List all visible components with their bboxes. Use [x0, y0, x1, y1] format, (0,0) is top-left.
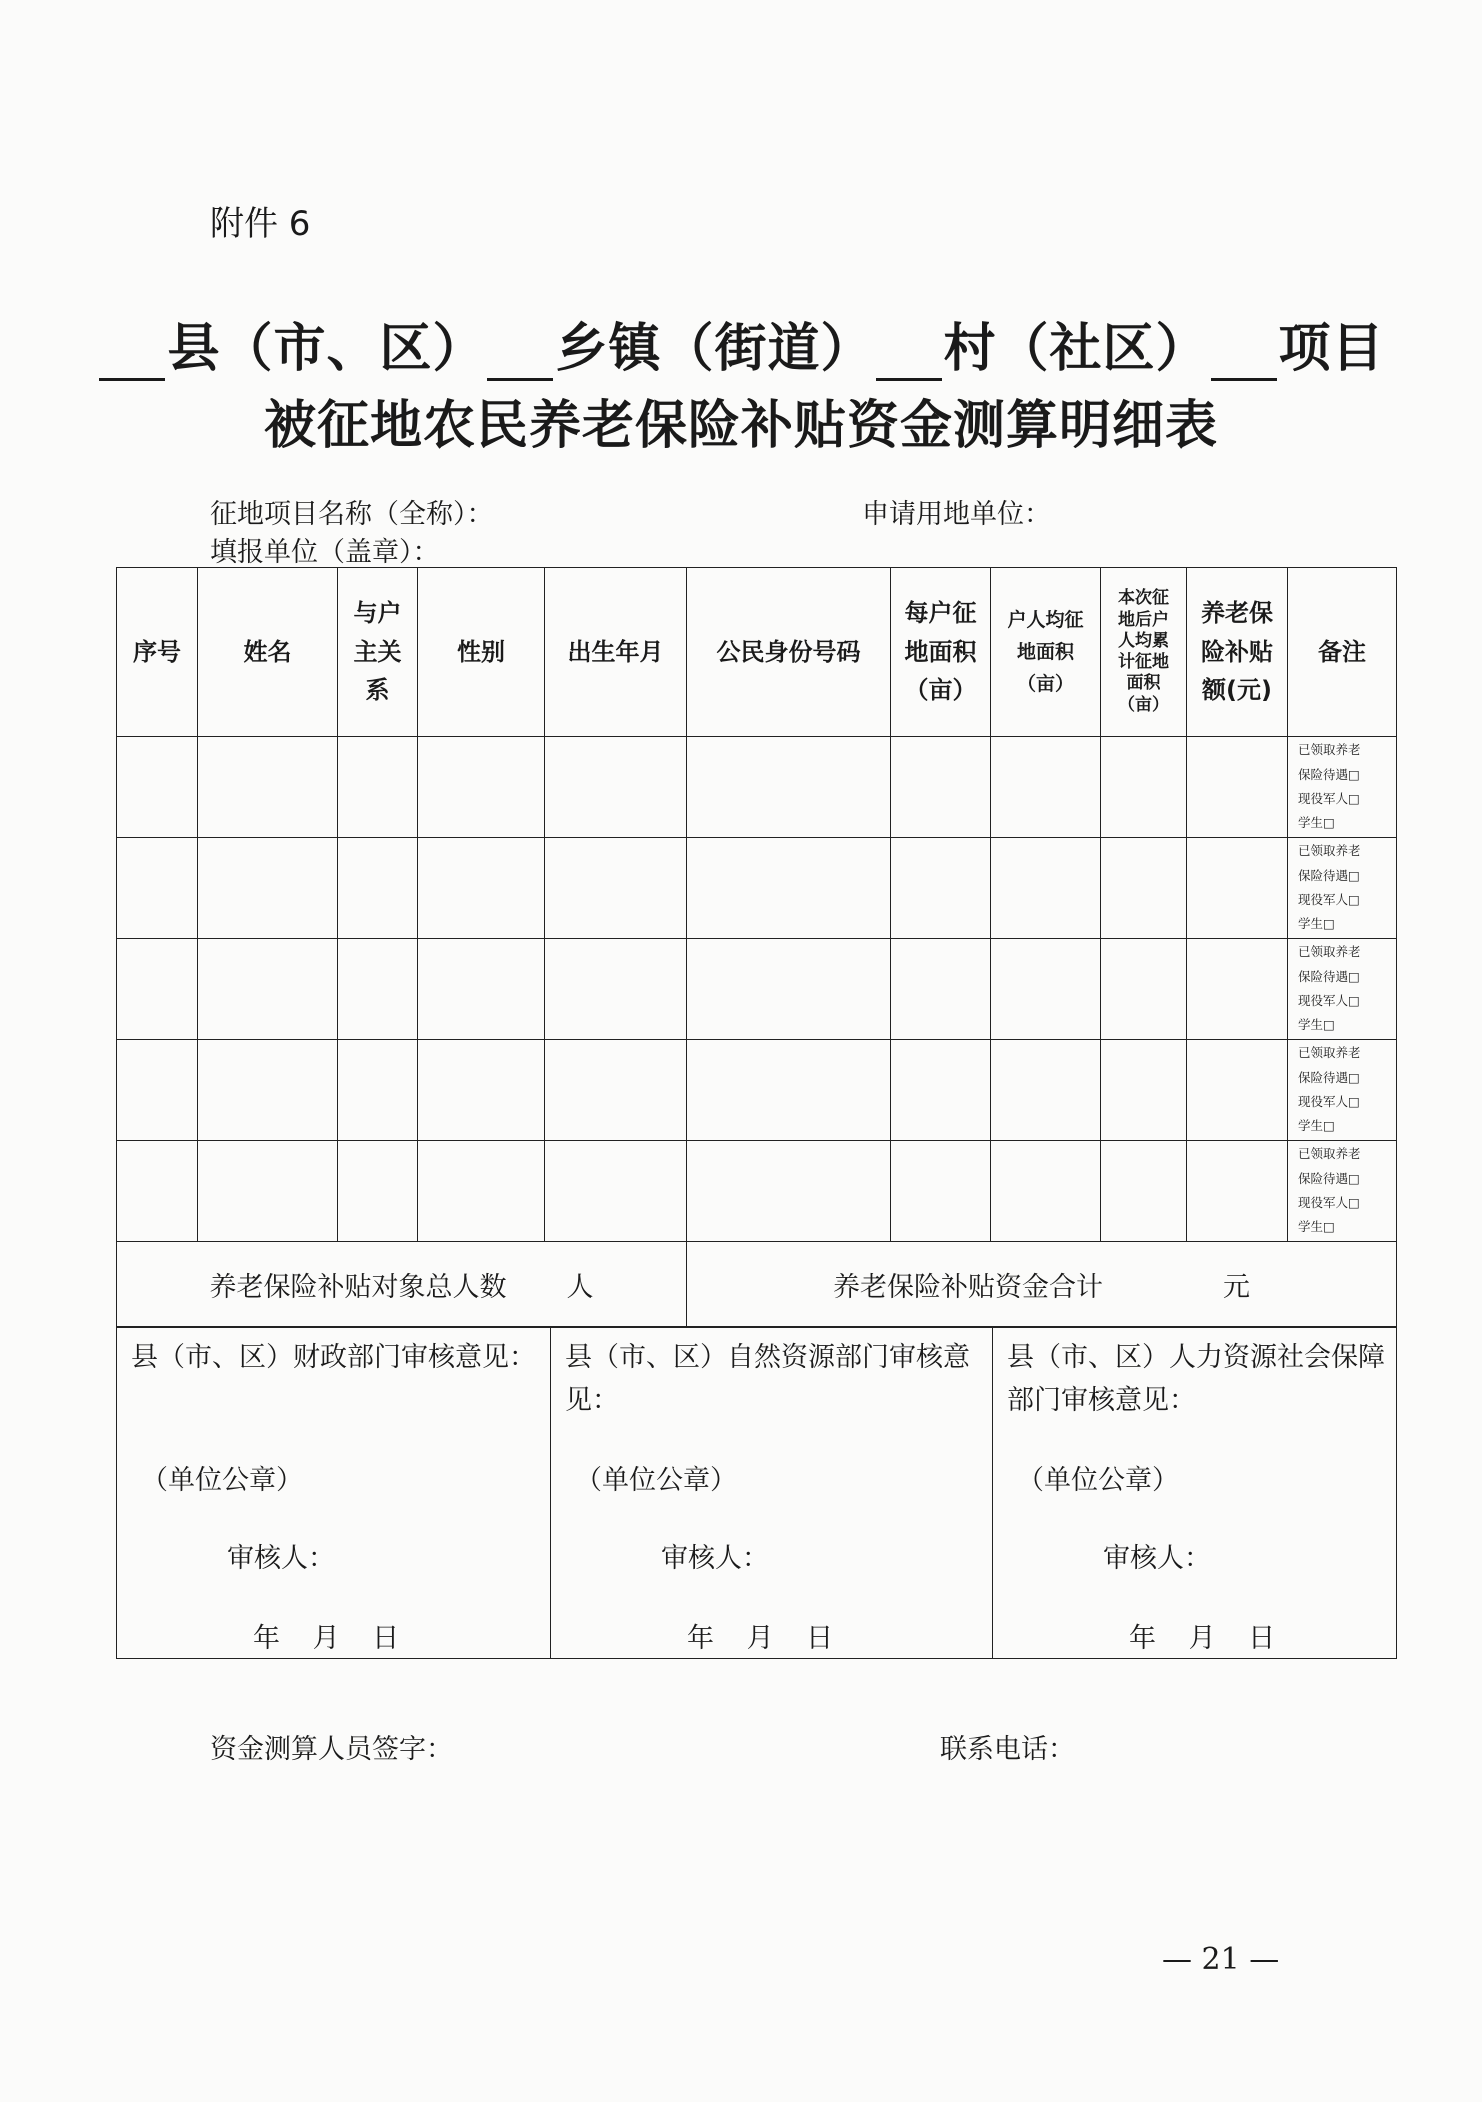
summary-row	[117, 1242, 1397, 1327]
funds-total-label: 养老保险补贴资金合计	[833, 1271, 1103, 1303]
header-cell	[891, 568, 991, 737]
header-line: 面积	[1126, 673, 1161, 694]
approval-date: 年 月 日	[253, 1623, 400, 1654]
table-cell[interactable]	[418, 737, 545, 838]
table-cell[interactable]	[545, 1040, 687, 1141]
county-blank	[99, 334, 165, 381]
table-cell[interactable]	[891, 838, 991, 939]
table-cell[interactable]	[1101, 1141, 1187, 1242]
table-cell[interactable]	[545, 1141, 687, 1242]
table-row	[117, 1141, 1397, 1242]
approval-title: 县（市、区）财政部门审核意见：	[131, 1342, 536, 1373]
header-line: 户人均征	[1007, 608, 1084, 631]
town-blank	[487, 334, 553, 381]
header-line: 序号	[133, 637, 181, 666]
table-row	[117, 1040, 1397, 1141]
remark-option: 现役军人□	[1298, 892, 1360, 907]
table-cell[interactable]	[891, 1141, 991, 1242]
funds-total-cell[interactable]	[687, 1242, 1397, 1327]
finance-approval-cell[interactable]	[117, 1328, 551, 1659]
table-cell[interactable]	[687, 1141, 891, 1242]
approval-date: 年 月 日	[1129, 1623, 1276, 1654]
header-cell	[687, 568, 891, 737]
table-cell[interactable]	[117, 737, 198, 838]
header-cell	[198, 568, 338, 737]
approval-seal: （单位公章）	[575, 1465, 737, 1496]
remark-cell[interactable]	[1288, 1141, 1397, 1242]
applicant-unit-label: 申请用地单位：	[862, 499, 1051, 530]
header-line: 计征地	[1118, 652, 1169, 672]
project-label: 项目	[1278, 319, 1385, 379]
remark-option: 保险待遇□	[1298, 1069, 1360, 1085]
table-cell[interactable]	[117, 1141, 198, 1242]
project-name-label: 征地项目名称（全称）：	[210, 499, 494, 530]
table-cell[interactable]	[338, 1040, 418, 1141]
village-label: 村（社区）	[943, 319, 1209, 379]
approval-date: 年 月 日	[687, 1623, 834, 1654]
remark-option: 已领取养老	[1298, 1146, 1361, 1162]
header-cell	[338, 568, 418, 737]
table-cell[interactable]	[338, 737, 418, 838]
header-line: 公民身份号码	[716, 637, 861, 666]
remark-cell[interactable]	[1288, 737, 1397, 838]
resources-approval-cell[interactable]	[551, 1328, 993, 1659]
header-line: 地后户	[1118, 609, 1169, 630]
table-cell[interactable]	[1101, 939, 1187, 1040]
table-cell[interactable]	[545, 939, 687, 1040]
header-line: 与户	[353, 599, 402, 628]
approval-title: 县（市、区）人力资源社会保障部门审核意见：	[1007, 1342, 1385, 1417]
header-cell	[1187, 568, 1288, 737]
table-cell[interactable]	[418, 1141, 545, 1242]
table-cell[interactable]	[891, 1040, 991, 1141]
table-cell[interactable]	[991, 737, 1101, 838]
table-cell[interactable]	[198, 838, 338, 939]
remark-option: 保险待遇□	[1298, 1170, 1360, 1186]
signature-label: 资金测算人员签字：	[210, 1734, 453, 1765]
remark-option: 学生□	[1298, 1017, 1335, 1033]
header-line: 出生年月	[567, 637, 664, 666]
remark-option: 已领取养老	[1298, 1045, 1361, 1061]
remark-cell[interactable]	[1288, 1040, 1397, 1141]
remark-option: 学生□	[1298, 1219, 1335, 1235]
people-total-cell[interactable]	[117, 1242, 687, 1327]
table-cell[interactable]	[687, 737, 891, 838]
header-cell	[418, 568, 545, 737]
table-cell[interactable]	[1187, 939, 1288, 1040]
header-cell	[117, 568, 198, 737]
header-line: 本次征	[1118, 588, 1169, 609]
table-header-row	[117, 568, 1397, 737]
table-cell[interactable]	[1101, 838, 1187, 939]
table-cell[interactable]	[545, 737, 687, 838]
table-row	[117, 939, 1397, 1040]
page-number: — 21 —	[1162, 1942, 1280, 1977]
remark-option: 现役军人□	[1298, 791, 1360, 806]
table-cell[interactable]	[117, 939, 198, 1040]
remark-option: 保险待遇□	[1298, 968, 1360, 984]
header-line: 姓名	[243, 637, 292, 666]
header-line: 地面积	[904, 637, 977, 666]
header-line: （亩）	[1016, 673, 1074, 696]
remark-option: 已领取养老	[1298, 944, 1361, 960]
table-cell[interactable]	[418, 939, 545, 1040]
table-cell[interactable]	[891, 737, 991, 838]
approval-title: 县（市、区）自然资源部门审核意见：	[565, 1342, 970, 1417]
remark-option: 已领取养老	[1298, 843, 1361, 859]
table-cell[interactable]	[1101, 1040, 1187, 1141]
table-cell[interactable]	[338, 1141, 418, 1242]
people-unit: 人	[566, 1271, 594, 1303]
table-cell[interactable]	[687, 838, 891, 939]
approval-seal: （单位公章）	[141, 1465, 303, 1496]
table-cell[interactable]	[1101, 737, 1187, 838]
table-cell[interactable]	[338, 838, 418, 939]
town-label: 乡镇（街道）	[555, 319, 874, 379]
table-cell[interactable]	[418, 1040, 545, 1141]
header-cell	[991, 568, 1101, 737]
remark-option: 保险待遇□	[1298, 867, 1360, 883]
header-line: 人均累	[1118, 630, 1169, 651]
header-line: 养老保	[1201, 599, 1273, 628]
header-line: 系	[365, 676, 390, 705]
remark-option: 学生□	[1298, 916, 1335, 932]
table-cell[interactable]	[1187, 737, 1288, 838]
header-line: 性别	[457, 637, 505, 666]
table-cell[interactable]	[1187, 1040, 1288, 1141]
remark-option: 学生□	[1298, 1118, 1335, 1134]
header-line: 每户征	[904, 599, 977, 628]
table-cell[interactable]	[198, 939, 338, 1040]
table-cell[interactable]	[545, 838, 687, 939]
remark-option: 已领取养老	[1298, 742, 1361, 758]
table-row	[117, 737, 1397, 838]
remark-option: 学生□	[1298, 815, 1335, 831]
remark-cell[interactable]	[1288, 838, 1397, 939]
table-cell[interactable]	[991, 1040, 1101, 1141]
people-total-label: 养老保险补贴对象总人数	[209, 1271, 507, 1303]
table-cell[interactable]	[991, 838, 1101, 939]
remark-option: 现役军人□	[1298, 1094, 1360, 1109]
header-cell	[545, 568, 687, 737]
table-cell[interactable]	[991, 939, 1101, 1040]
table-cell[interactable]	[687, 1040, 891, 1141]
remark-option: 现役军人□	[1298, 1195, 1360, 1210]
attachment-label: 附件 6	[210, 204, 311, 244]
table-cell[interactable]	[1187, 838, 1288, 939]
form-title-line1	[0, 306, 1482, 381]
header-cell	[1101, 568, 1187, 737]
approval-reviewer: 审核人：	[661, 1543, 769, 1574]
table-cell[interactable]	[418, 838, 545, 939]
remark-option: 保险待遇□	[1298, 766, 1360, 782]
remark-option: 现役军人□	[1298, 993, 1360, 1008]
village-blank	[876, 334, 942, 381]
table-cell[interactable]	[891, 939, 991, 1040]
header-line: （亩）	[904, 676, 977, 705]
funds-unit: 元	[1223, 1271, 1250, 1303]
table-cell[interactable]	[198, 1040, 338, 1141]
header-line: 地面积	[1016, 640, 1074, 663]
table-row	[117, 838, 1397, 939]
table-cell[interactable]	[338, 939, 418, 1040]
approval-reviewer: 审核人：	[1103, 1543, 1211, 1574]
filler-unit-label: 填报单位（盖章）：	[210, 537, 440, 568]
approval-table	[116, 1327, 1397, 1659]
header-line: 主关	[353, 637, 402, 666]
header-line: 额(元)	[1202, 676, 1272, 705]
approval-seal: （单位公章）	[1017, 1465, 1179, 1496]
header-line: 备注	[1318, 637, 1366, 666]
county-label: 县（市、区）	[167, 319, 486, 379]
project-blank	[1211, 334, 1277, 381]
table-cell[interactable]	[1187, 1141, 1288, 1242]
form-title-line2: 被征地农民养老保险补贴资金测算明细表	[263, 396, 1218, 456]
remark-cell[interactable]	[1288, 939, 1397, 1040]
phone-label: 联系电话：	[940, 1734, 1075, 1765]
hr-approval-cell[interactable]	[993, 1328, 1397, 1659]
header-line: （亩）	[1118, 694, 1169, 715]
header-line: 险补贴	[1201, 637, 1273, 666]
approval-reviewer: 审核人：	[227, 1543, 335, 1574]
table-cell[interactable]	[687, 939, 891, 1040]
table-cell[interactable]	[198, 737, 338, 838]
table-cell[interactable]	[117, 1040, 198, 1141]
table-cell[interactable]	[198, 1141, 338, 1242]
header-cell	[1288, 568, 1397, 737]
detail-table	[116, 567, 1397, 1327]
table-cell[interactable]	[991, 1141, 1101, 1242]
table-cell[interactable]	[117, 838, 198, 939]
